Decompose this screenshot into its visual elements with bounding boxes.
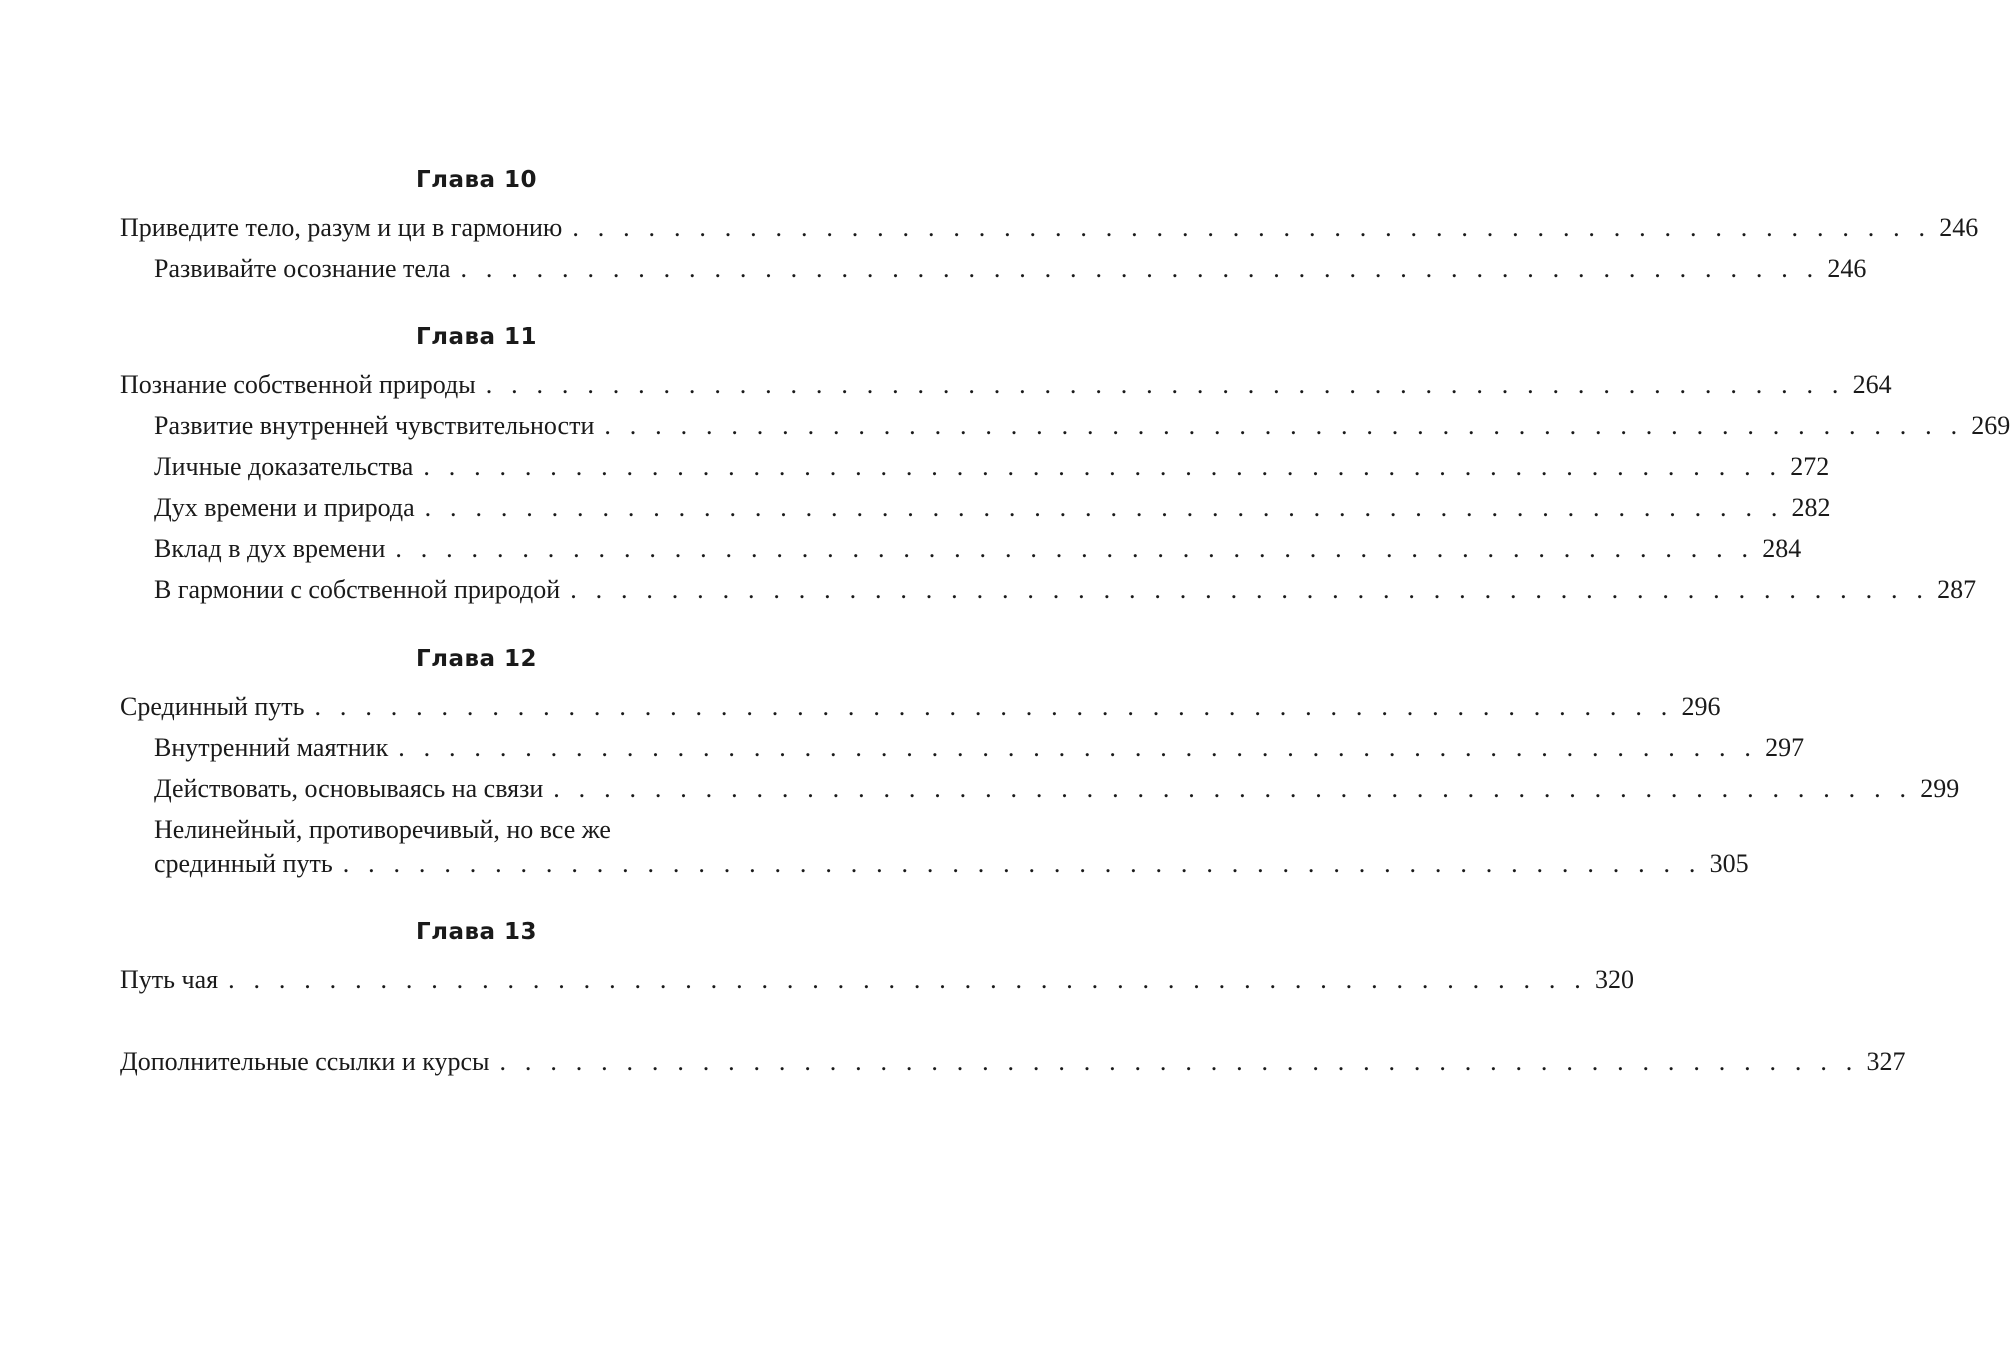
chapter-13-heading: Глава 13 xyxy=(415,919,538,945)
toc-entry xyxy=(120,212,1979,244)
toc-entry-page: 297 xyxy=(1765,733,1805,762)
toc-entry-page: 246 xyxy=(1827,254,1867,283)
toc-subentry xyxy=(154,848,1749,880)
toc-subentry xyxy=(154,533,1802,565)
toc-subentry xyxy=(154,451,1830,483)
toc-entry-page: 320 xyxy=(1594,965,1634,994)
toc-leader-dots: . . . . . . . . . . . . . . . . . . . . . . . . . . . . . . . . . . . . . . . . . . . . . . . . . . . . . . xyxy=(570,575,1930,604)
toc-leader-dots: . . . . . . . . . . . . . . . . . . . . . . . . . . . . . . . . . . . . . . . . . . . . . . . . . . . . . . xyxy=(228,965,1587,994)
toc-leader-dots: . . . . . . . . . . . . . . . . . . . . . . . . . . . . . . . . . . . . . . . . . . . . . . . . . . . . . . xyxy=(460,254,1820,283)
toc-leader-dots: . . . . . . . . . . . . . . . . . . . . . . . . . . . . . . . . . . . . . . . . . . . . . . . . . . . . . . xyxy=(424,493,1784,522)
toc-entry-page: 264 xyxy=(1852,370,1892,399)
toc-leader-dots: . . . . . . . . . . . . . . . . . . . . . . . . . . . . . . . . . . . . . . . . . . . . . . . . . . . . . . xyxy=(342,849,1702,878)
toc-leader-dots: . . . . . . . . . . . . . . . . . . . . . . . . . . . . . . . . . . . . . . . . . . . . . . . . . . . . . . xyxy=(553,774,1913,803)
toc-entry-title: В гармонии с собственной природой xyxy=(154,575,561,604)
chapter-12-heading: Глава 12 xyxy=(415,646,538,672)
toc-leader-dots: . . . . . . . . . . . . . . . . . . . . . . . . . . . . . . . . . . . . . . . . . . . . . . . . . . . . . . xyxy=(572,213,1932,242)
toc-entry-title: Развивайте осознание тела xyxy=(154,254,451,283)
toc-leader-dots: . . . . . . . . . . . . . . . . . . . . . . . . . . . . . . . . . . . . . . . . . . . . . . . . . . . . . . xyxy=(604,411,1964,440)
toc-entry-page: 287 xyxy=(1937,575,1977,604)
toc-entry-page: 296 xyxy=(1681,692,1721,721)
toc-entry-title: Срединный путь xyxy=(120,692,305,721)
toc-subentry xyxy=(154,253,1867,285)
toc-subentry xyxy=(154,492,1831,524)
toc-entry-title: Развитие внутренней чувствительности xyxy=(154,411,595,440)
toc-entry-title: Дополнительные ссылки и курсы xyxy=(120,1047,490,1076)
toc-leader-dots: . . . . . . . . . . . . . . . . . . . . . . . . . . . . . . . . . . . . . . . . . . . . . . . . . . . . . . xyxy=(395,534,1755,563)
toc-entry-page: 246 xyxy=(1939,213,1979,242)
toc-appendix-entry xyxy=(120,1046,1906,1078)
toc-entry-title: Дух времени и природа xyxy=(154,493,415,522)
toc-entry-page: 282 xyxy=(1791,493,1831,522)
toc-entry-title-line1: Нелинейный, противоречивый, но все же xyxy=(154,815,611,844)
chapter-11-heading: Глава 11 xyxy=(415,324,538,350)
toc-entry xyxy=(120,691,1721,723)
toc-leader-dots: . . . . . . . . . . . . . . . . . . . . . . . . . . . . . . . . . . . . . . . . . . . . . . . . . . . . . . xyxy=(314,692,1674,721)
toc-entry-page: 284 xyxy=(1762,534,1802,563)
toc-subentry xyxy=(154,773,1960,805)
toc-leader-dots: . . . . . . . . . . . . . . . . . . . . . . . . . . . . . . . . . . . . . . . . . . . . . . . . . . . . . . xyxy=(485,370,1845,399)
toc-entry-page: 327 xyxy=(1866,1047,1906,1076)
chapter-10-heading: Глава 10 xyxy=(415,167,538,193)
toc-subentry xyxy=(154,410,2010,442)
toc-entry-title: Приведите тело, разум и ци в гармонию xyxy=(120,213,563,242)
toc-entry xyxy=(120,964,1634,996)
toc-entry-page: 269 xyxy=(1971,411,2010,440)
toc-entry-title: Действовать, основываясь на связи xyxy=(154,774,544,803)
toc-entry-title: Личные доказательства xyxy=(154,452,414,481)
toc-leader-dots: . . . . . . . . . . . . . . . . . . . . . . . . . . . . . . . . . . . . . . . . . . . . . . . . . . . . . . xyxy=(423,452,1783,481)
toc-leader-dots: . . . . . . . . . . . . . . . . . . . . . . . . . . . . . . . . . . . . . . . . . . . . . . . . . . . . . . xyxy=(499,1047,1859,1076)
toc-subentry xyxy=(154,574,1977,606)
toc-entry-page: 272 xyxy=(1790,452,1830,481)
toc-leader-dots: . . . . . . . . . . . . . . . . . . . . . . . . . . . . . . . . . . . . . . . . . . . . . . . . . . . . . . xyxy=(398,733,1758,762)
toc-entry-title: Вклад в дух времени xyxy=(154,534,386,563)
toc-entry-page: 299 xyxy=(1920,774,1960,803)
toc-entry-title: срединный путь xyxy=(154,849,333,878)
toc-entry-title: Познание собственной природы xyxy=(120,370,476,399)
toc-entry xyxy=(120,369,1892,401)
toc-entry-title: Путь чая xyxy=(120,965,219,994)
toc-entry-title: Внутренний маятник xyxy=(154,733,389,762)
toc-subentry xyxy=(154,732,1805,764)
toc-entry-page: 305 xyxy=(1709,849,1749,878)
